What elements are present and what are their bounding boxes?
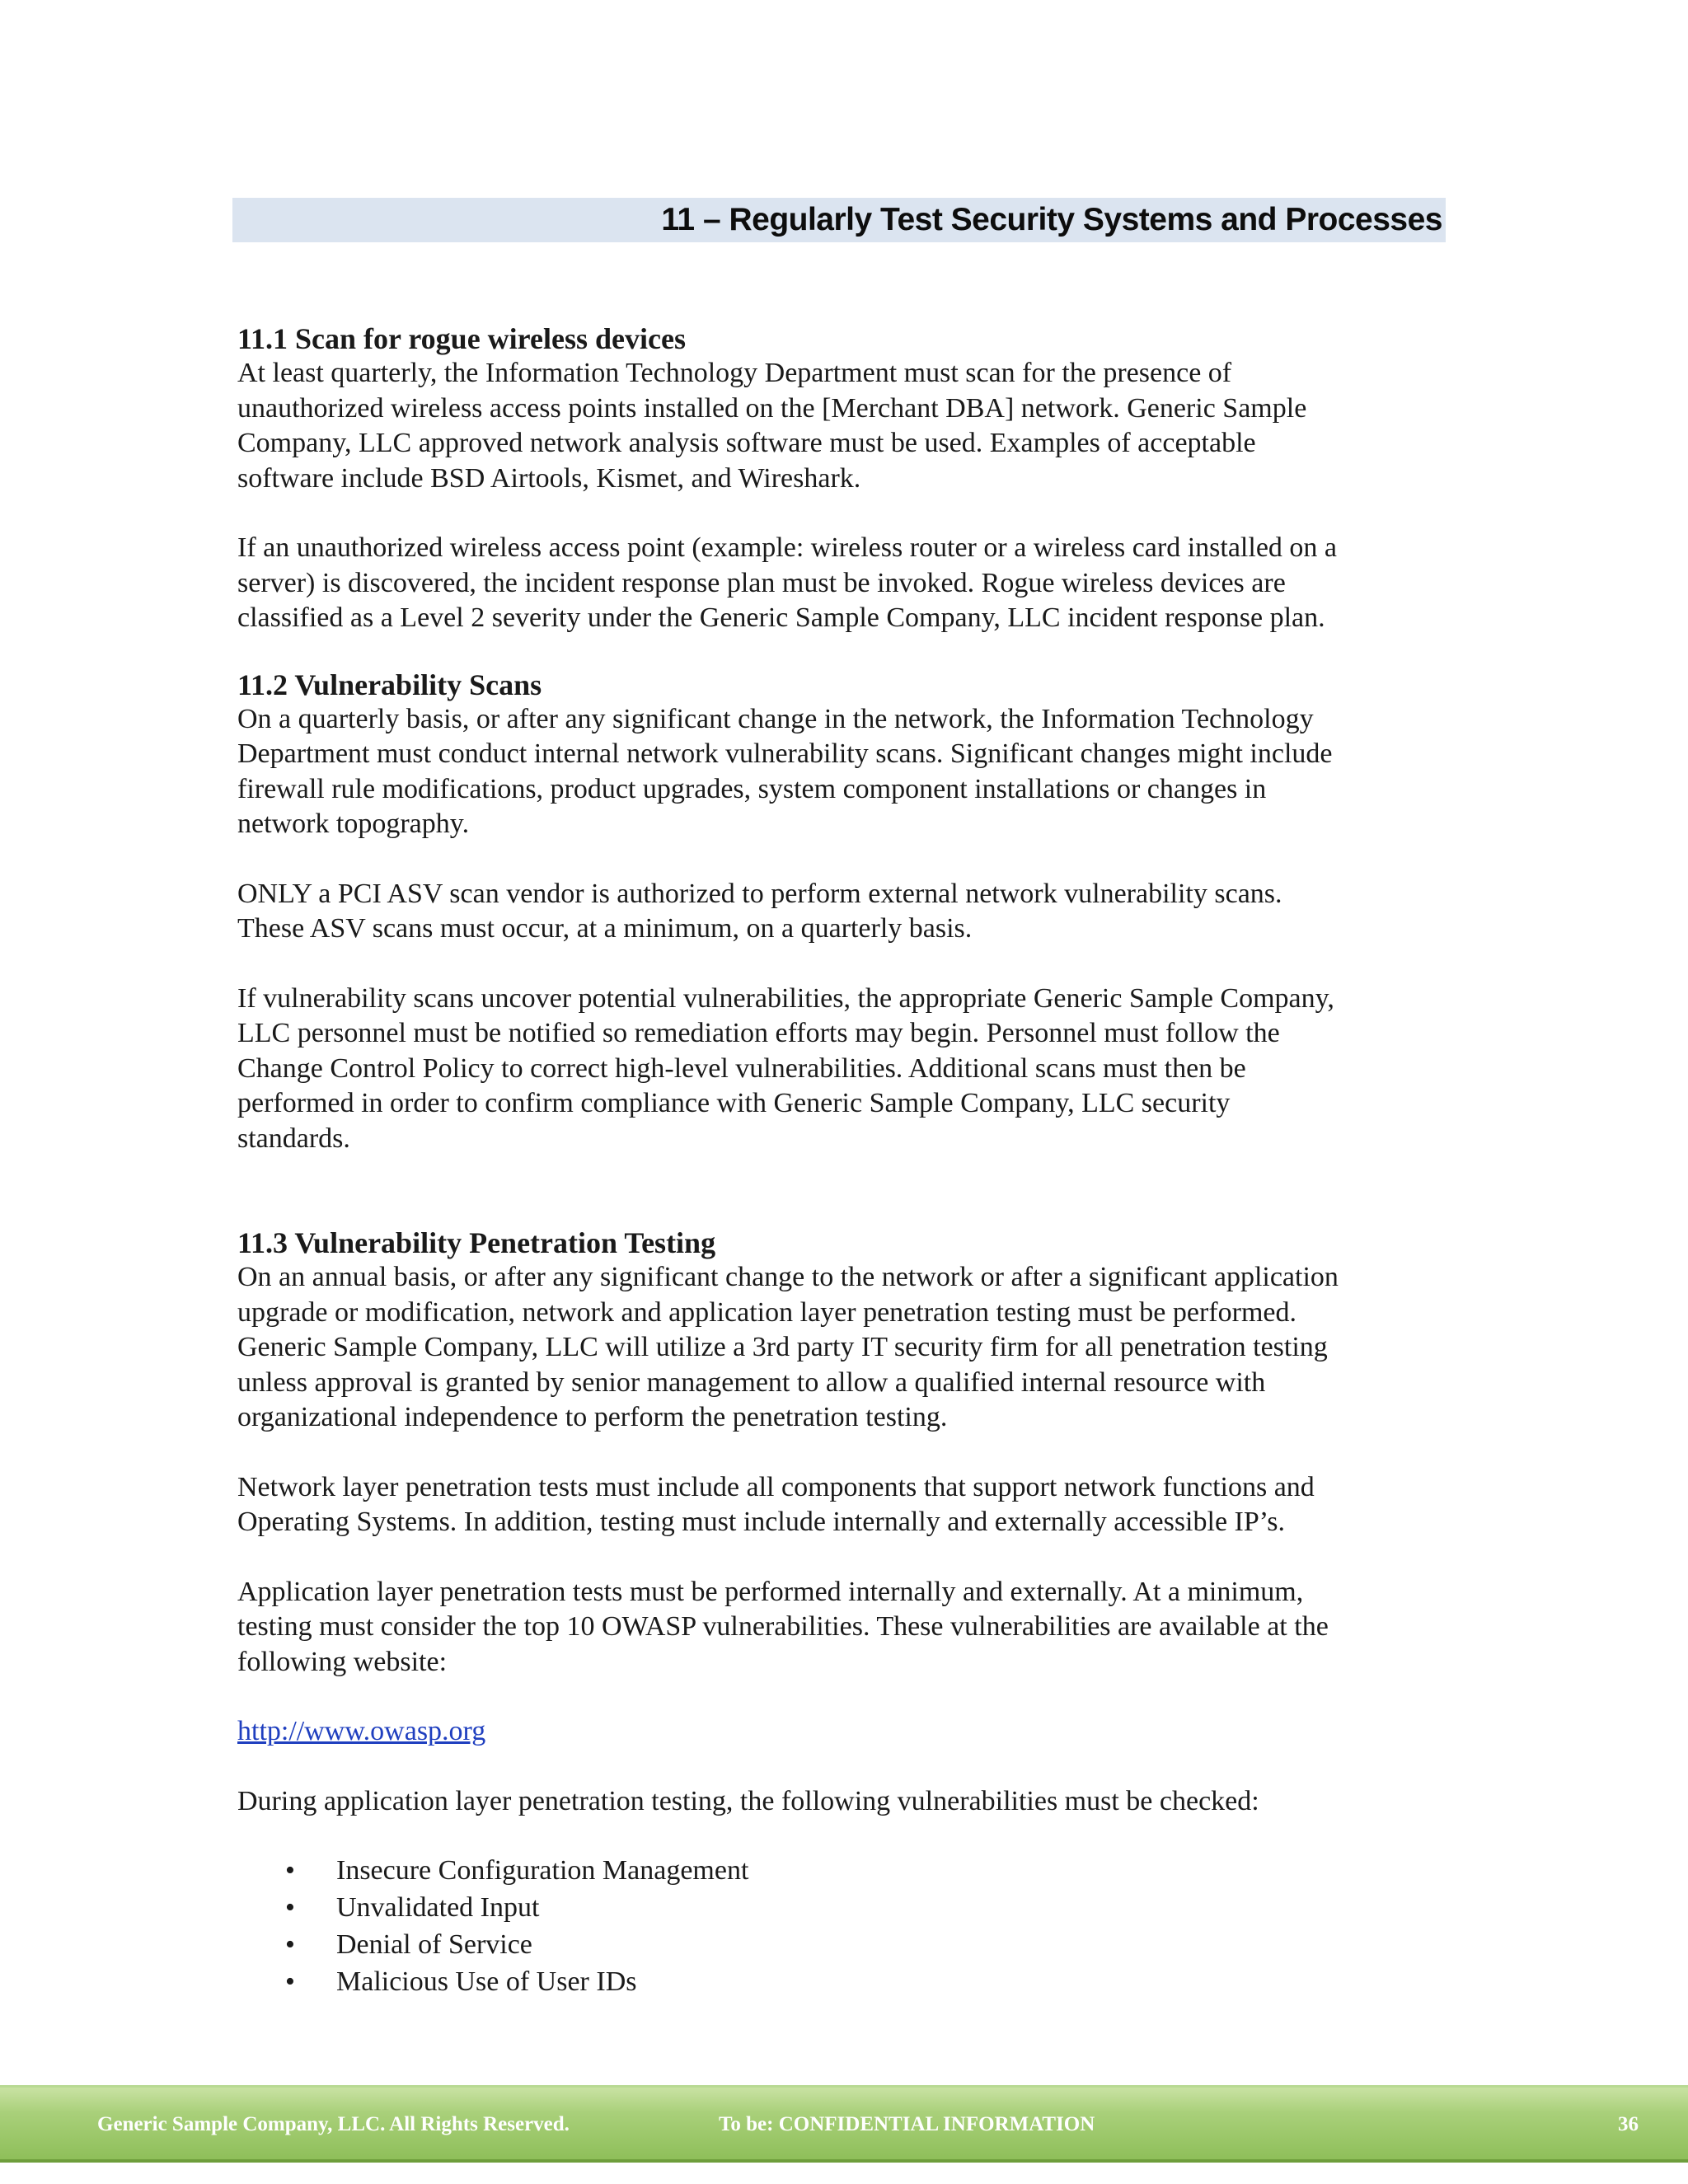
text-line: unless approval is granted by senior management to allow a qualified internal resource with xyxy=(237,1366,1266,1398)
paragraph xyxy=(237,702,1441,842)
text-line: upgrade or modification, network and application layer penetration testing must be performed. xyxy=(237,1296,1296,1328)
text-line: server) is discovered, the incident response plan must be invoked. Rogue wireless devices are xyxy=(237,567,1286,598)
paragraph xyxy=(237,982,1441,1157)
text-line: Operating Systems. In addition, testing must include internally and externally accessible IP’s. xyxy=(237,1507,1285,1537)
section-11-3 xyxy=(237,1226,1441,2000)
bullet-icon: • xyxy=(285,1966,295,1997)
text-line: Company, LLC approved network analysis software must be used. Examples of acceptable xyxy=(237,428,1256,458)
list-item xyxy=(237,1963,1441,2000)
paragraph xyxy=(237,1260,1441,1436)
paragraph xyxy=(237,531,1441,636)
chapter-header-band xyxy=(232,198,1446,242)
text-line: network topography. xyxy=(237,808,470,839)
owasp-link[interactable]: http://www.owasp.org xyxy=(237,1716,486,1746)
text-line: standards. xyxy=(237,1122,350,1154)
footer-confidential: To be: CONFIDENTIAL INFORMATION xyxy=(719,2113,1095,2135)
text-line: classified as a Level 2 severity under the Generic Sample Company, LLC incident response plan. xyxy=(237,602,1325,633)
text-line: following website: xyxy=(237,1646,448,1677)
list-item-label: Insecure Configuration Management xyxy=(336,1855,749,1886)
bullet-icon: • xyxy=(285,1929,295,1960)
chapter-title: 11 – Regularly Test Security Systems and Processes xyxy=(661,202,1442,237)
text-line: If vulnerability scans uncover potential vulnerabilities, the appropriate Generic Sample Company, xyxy=(237,982,1334,1014)
list-item xyxy=(237,1852,1441,1889)
section-heading: 11.3 Vulnerability Penetration Testing xyxy=(237,1226,716,1259)
text-line: organizational independence to perform the penetration testing. xyxy=(237,1402,948,1432)
text-line: Generic Sample Company, LLC will utilize a 3rd party IT security firm for all penetration testing xyxy=(237,1332,1328,1362)
bullet-icon: • xyxy=(285,1892,295,1923)
section-11-2 xyxy=(237,668,1441,1157)
text-line: LLC personnel must be notified so remediation efforts may begin. Personnel must follow the xyxy=(237,1018,1280,1048)
text-line: These ASV scans must occur, at a minimum, on a quarterly basis. xyxy=(237,913,973,944)
text-line: Department must conduct internal network vulnerability scans. Significant changes might include xyxy=(237,738,1333,769)
link-paragraph xyxy=(237,1714,1441,1750)
paragraph xyxy=(237,1575,1441,1680)
footer-copyright: Generic Sample Company, LLC. All Rights Reserved. xyxy=(97,2113,570,2135)
text-line: On a quarterly basis, or after any significant change in the network, the Information Technology xyxy=(237,703,1314,734)
section-heading: 11.1 Scan for rogue wireless devices xyxy=(237,322,686,355)
list-item-label: Malicious Use of User IDs xyxy=(336,1966,637,1997)
list-item xyxy=(237,1889,1441,1926)
text-line: Application layer penetration tests must be performed internally and externally. At a minimum, xyxy=(237,1576,1304,1607)
page-body xyxy=(237,321,1441,2000)
text-line: ONLY a PCI ASV scan vendor is authorized to perform external network vulnerability scans. xyxy=(237,878,1282,909)
section-11-1 xyxy=(237,321,1441,636)
section-heading: 11.2 Vulnerability Scans xyxy=(237,668,542,701)
page-footer xyxy=(0,2085,1688,2163)
text-line: On an annual basis, or after any significant change to the network or after a significant application xyxy=(237,1262,1339,1292)
paragraph: During application layer penetration testing, the following vulnerabilities must be checked: xyxy=(237,1785,1259,1816)
vulnerability-list xyxy=(237,1852,1441,2000)
paragraph xyxy=(237,877,1441,947)
text-line: software include BSD Airtools, Kismet, and Wireshark. xyxy=(237,462,861,494)
paragraph xyxy=(237,356,1441,496)
text-line: firewall rule modifications, product upgrades, system component installations or changes in xyxy=(237,773,1267,804)
list-item xyxy=(237,1926,1441,1963)
text-line: unauthorized wireless access points installed on the [Merchant DBA] network. Generic Sample xyxy=(237,392,1307,424)
text-line: performed in order to confirm compliance with Generic Sample Company, LLC security xyxy=(237,1088,1231,1118)
text-line: Change Control Policy to correct high-level vulnerabilities. Additional scans must then be xyxy=(237,1052,1246,1084)
text-line: If an unauthorized wireless access point (example: wireless router or a wireless card installed on a xyxy=(237,532,1338,563)
list-item-label: Unvalidated Input xyxy=(336,1892,540,1923)
bullet-icon: • xyxy=(285,1855,295,1886)
list-item-label: Denial of Service xyxy=(336,1929,532,1960)
text-line: At least quarterly, the Information Technology Department must scan for the presence of xyxy=(237,358,1232,388)
paragraph xyxy=(237,1470,1441,1540)
text-line: Network layer penetration tests must include all components that support network functions and xyxy=(237,1471,1315,1502)
page-number: 36 xyxy=(1618,2113,1639,2135)
text-line: testing must consider the top 10 OWASP vulnerabilities. These vulnerabilities are available at the xyxy=(237,1611,1329,1642)
